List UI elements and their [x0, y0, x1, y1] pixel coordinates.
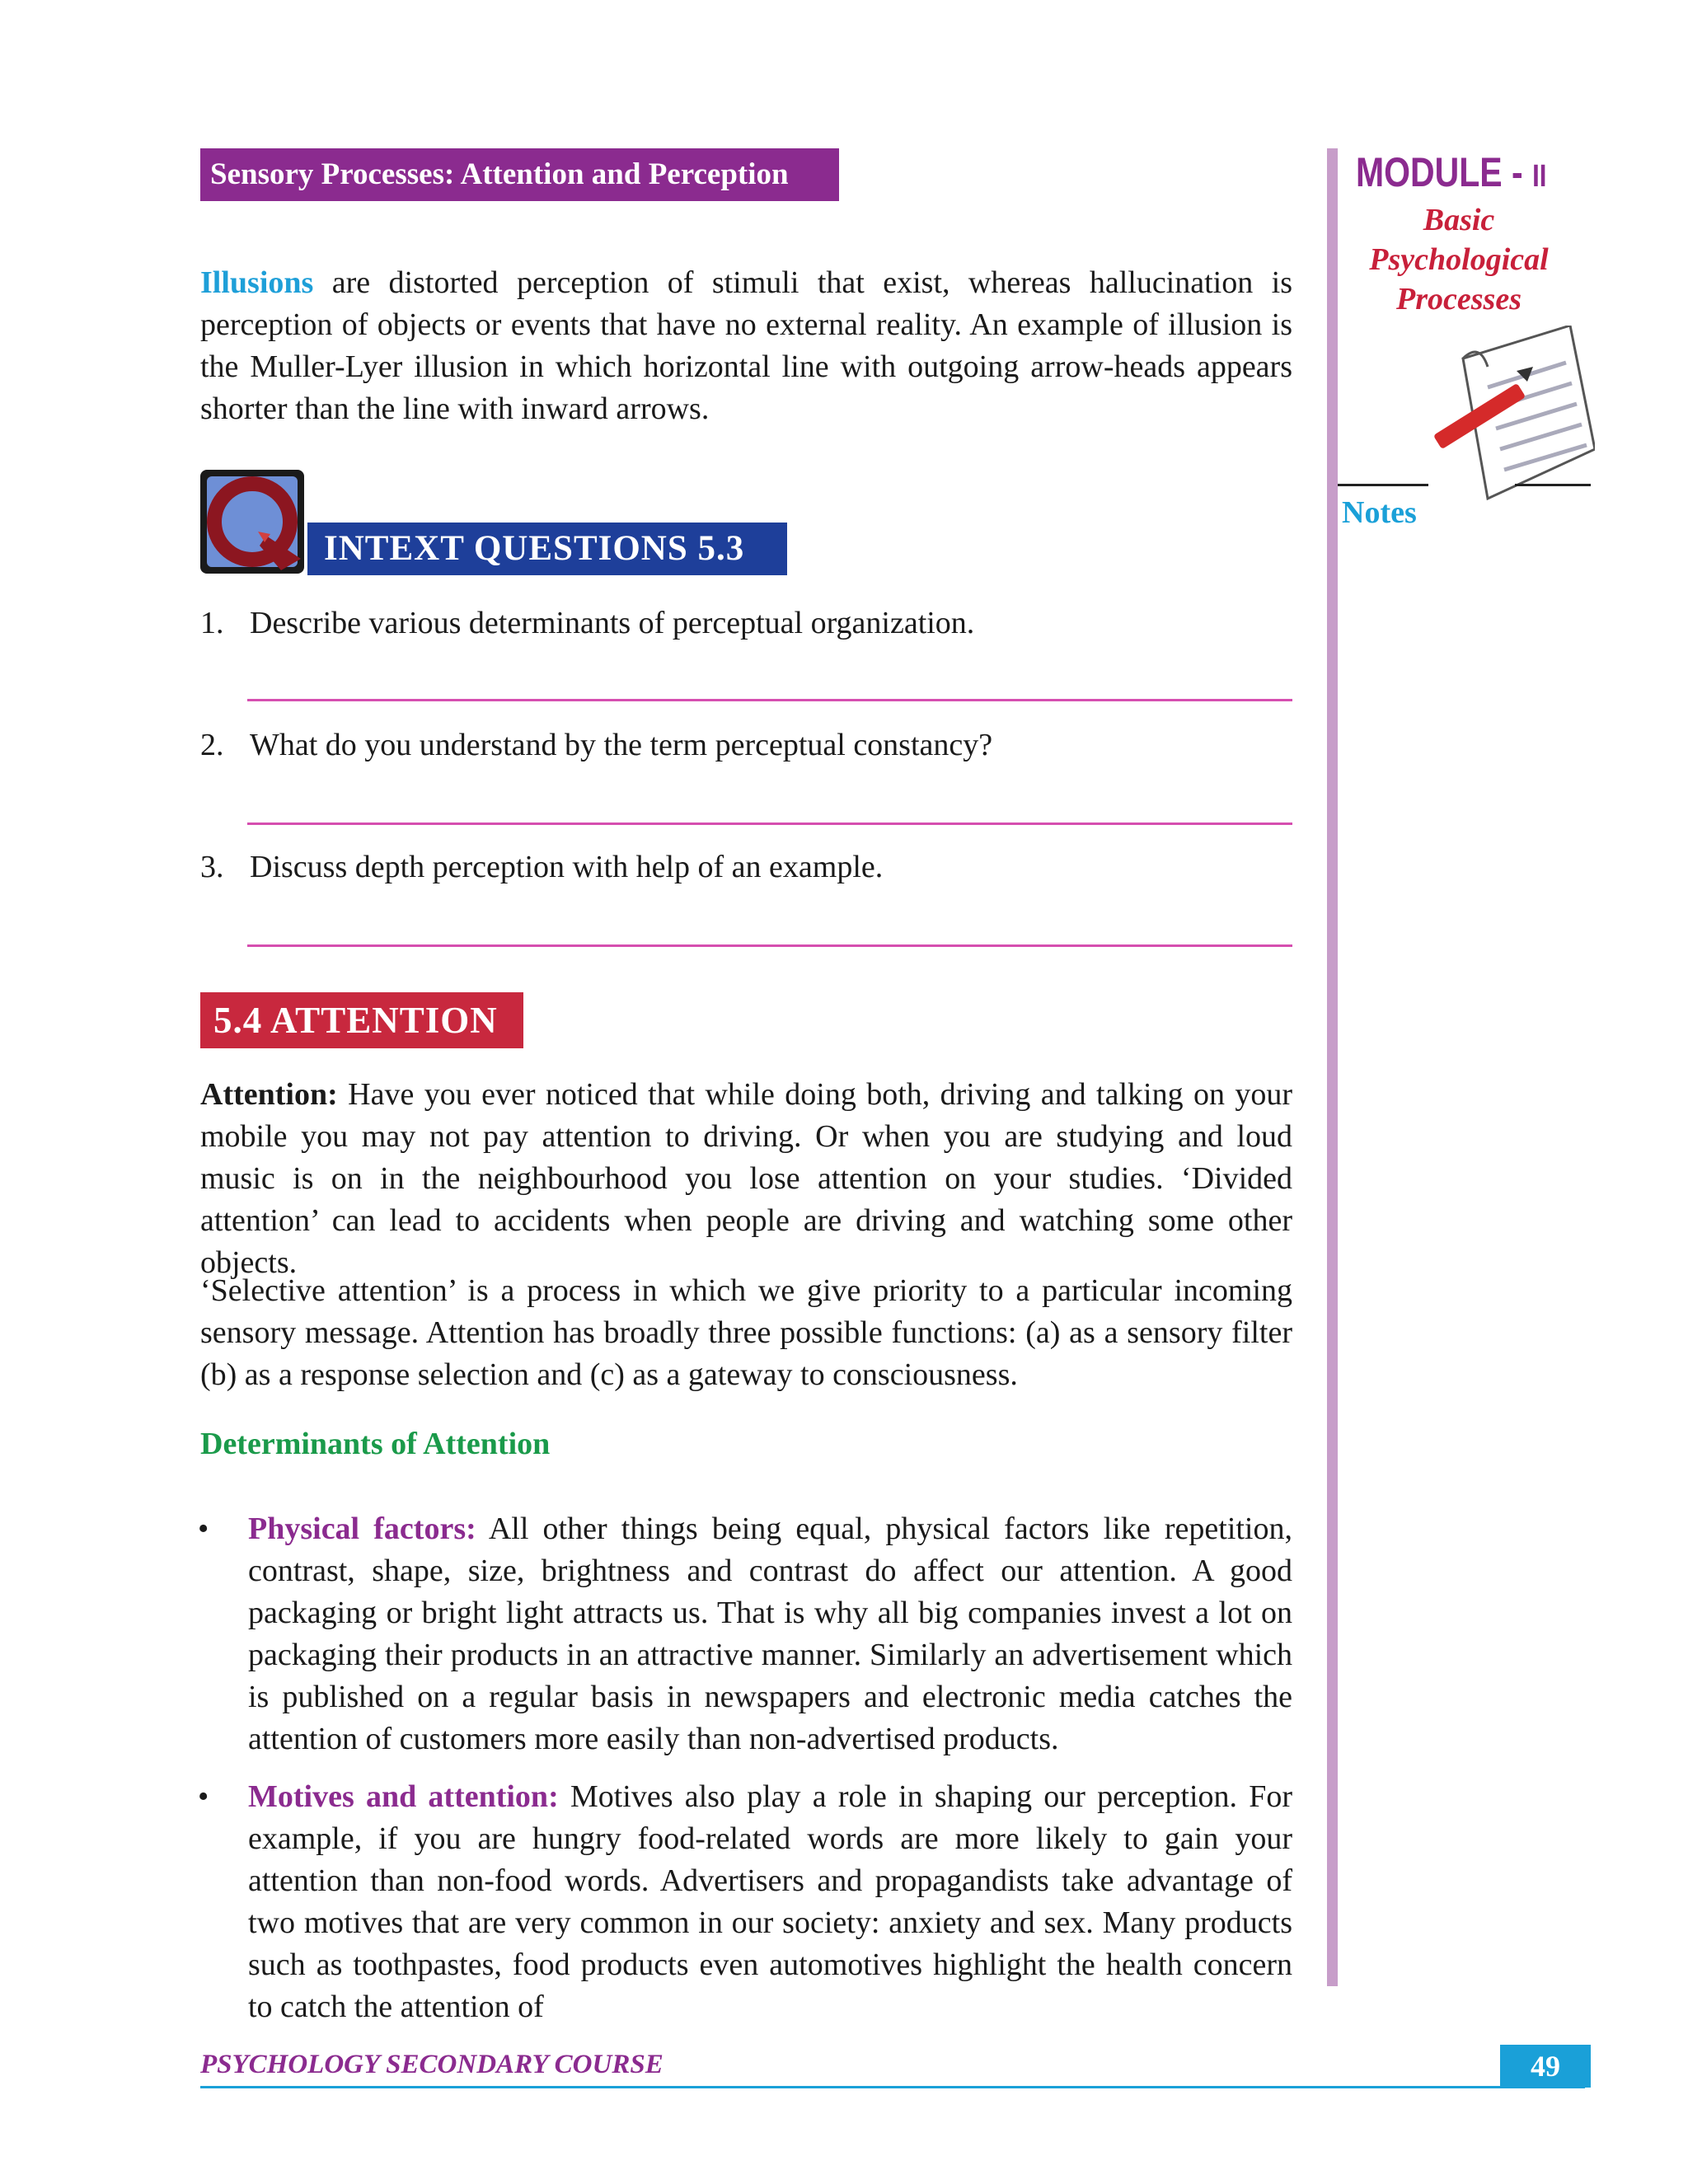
module-subtitle-line: Processes [1396, 282, 1522, 316]
illusions-text: are distorted perception of stimuli that exist, whereas hallucination is perception of objects or events that have no external reality. An example of illusion is the Muller-Lyer illusion in which horizontal line with outgoing arrow-heads appears shorter than the line with inward arrows. [200, 265, 1292, 426]
module-number: II [1532, 159, 1547, 194]
question-number: 2. [200, 728, 224, 762]
sidebar-divider [1327, 148, 1338, 1986]
module-word: MODULE - [1356, 149, 1523, 195]
illusions-paragraph [200, 262, 1292, 430]
question-number: 1. [200, 606, 224, 640]
question-text: What do you understand by the term perceptual constancy? [250, 728, 993, 762]
module-subtitle-line: Basic [1423, 203, 1495, 237]
attention-term: Attention: [200, 1077, 338, 1112]
bullet-term: Physical factors: [248, 1511, 476, 1546]
question-text: Discuss depth perception with help of an example. [250, 850, 884, 884]
notes-label: Notes [1342, 495, 1417, 530]
answer-line[interactable] [247, 944, 1292, 947]
section-heading: 5.4 ATTENTION [200, 992, 523, 1048]
bullet-motives-attention [248, 1776, 1292, 2028]
page-number: 49 [1500, 2045, 1591, 2088]
illusions-term: Illusions [200, 265, 314, 300]
bullet-icon: • [198, 1779, 209, 1814]
notes-rule [1338, 484, 1428, 486]
intext-questions-banner: INTEXT QUESTIONS 5.3 [307, 523, 787, 575]
bullet-icon: • [198, 1511, 209, 1546]
question-item [200, 603, 974, 643]
attention-text: Have you ever noticed that while doing both, driving and talking on your mobile you may not pay attention to driving. Or when you are studying and loud music is on in the neighbourhood you lose attention on your studies. ‘Divided attention’ can lead to accidents when people are driving and watching some other objects. [200, 1077, 1292, 1280]
chapter-title-tag: Sensory Processes: Attention and Perception [200, 148, 839, 201]
bullet-text: All other things being equal, physical factors like repetition, contrast, shape, size, brightness and contrast do affect our attention. A good packaging or bright light attracts us. That is why all big companies invest a lot on packaging their products in an attractive manner. Similarly an advertisement which is published on a regular basis in newspapers and electronic media catches the attention of customers more easily than non-advertised products. [248, 1511, 1292, 1756]
answer-line[interactable] [247, 823, 1292, 825]
question-number: 3. [200, 850, 224, 884]
notes-pencil-icon [1430, 326, 1595, 503]
question-item [200, 847, 883, 887]
footer-rule [200, 2086, 1585, 2088]
footer-course-title: PSYCHOLOGY SECONDARY COURSE [200, 2050, 663, 2079]
question-q-icon [200, 470, 304, 574]
bullet-text: Motives also play a role in shaping our perception. For example, if you are hungry food-related words are more likely to gain your attention than non-food words. Advertisers and propagandists take advantage of two motives that are very common in our society: anxiety and sex. Many products such as toothpastes, food products even automotives highlight the health concern to catch the attention of [248, 1779, 1293, 2024]
determinants-subheading: Determinants of Attention [200, 1427, 551, 1461]
selective-attention-paragraph: ‘Selective attention’ is a process in which we give priority to a particular incoming sensory message. Attention has broadly three possible functions: (a) as a sensory filter (b) as a response selection and (c) as a gateway to consciousness. [200, 1273, 1292, 1392]
notes-rule [1515, 484, 1591, 486]
attention-paragraph [200, 1074, 1292, 1284]
question-item [200, 725, 992, 765]
bullet-physical-factors [248, 1508, 1292, 1760]
module-title [1356, 148, 1546, 196]
question-text: Describe various determinants of perceptual organization. [250, 606, 975, 640]
module-subtitle-line: Psychological [1369, 242, 1549, 277]
module-subtitle [1348, 200, 1570, 319]
answer-line[interactable] [247, 699, 1292, 701]
bullet-term: Motives and attention: [248, 1779, 559, 1814]
